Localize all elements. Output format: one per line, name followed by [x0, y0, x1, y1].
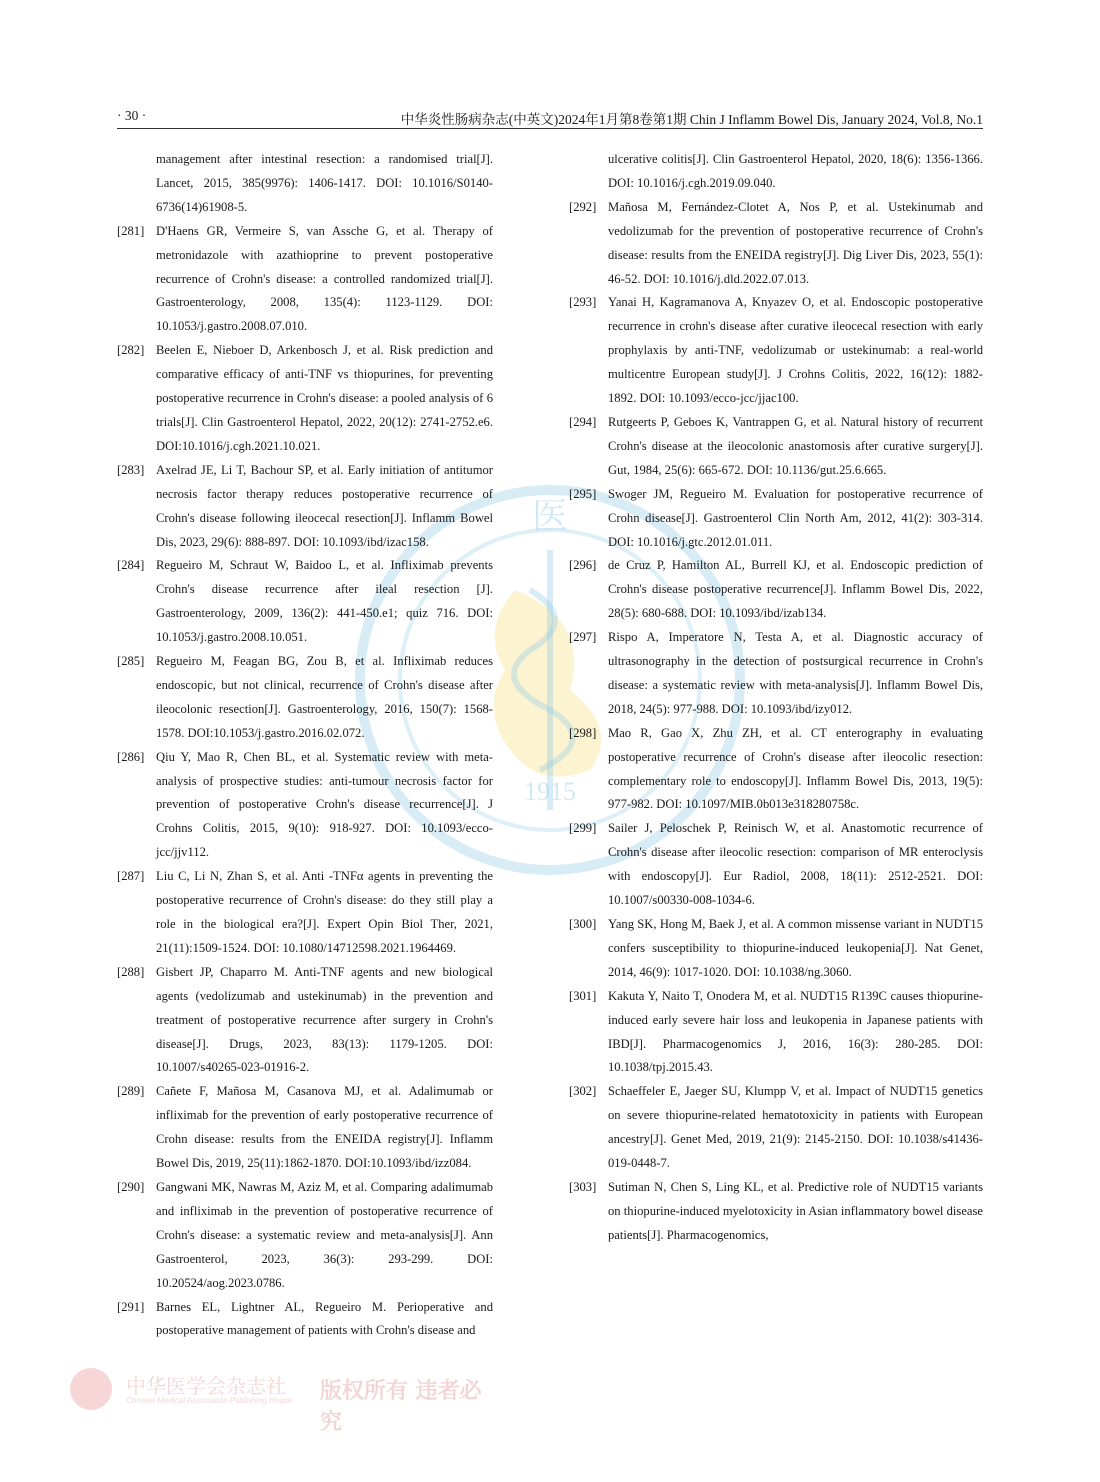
reference-text: Sailer J, Peloschek P, Reinisch W, et al. Anastomotic recurrence of Crohn's disease after ileocolic resection: comparison of MR enteroclysis with endoscopy[J]. Eur Radiol, 2008, 18(11): 2512-2521. DOI: 10.1007/s00330-008-1034-6. [608, 821, 983, 908]
reference-text: Regueiro M, Schraut W, Baidoo L, et al. Infliximab prevents Crohn's disease recurrence after ileal resection [J]. Gastroenterology, 2009, 136(2): 441-450.e1; quiz 716. DOI: 10.1053/j.gastro.2008.10.051. [156, 558, 493, 645]
publisher-name-en: Chinese Medical Association Publishing House [126, 1396, 293, 1405]
reference-item [569, 913, 983, 985]
reference-item [117, 220, 493, 340]
reference-number: [288] [117, 964, 145, 979]
publisher-name-cn: 中华医学会杂志社 [126, 1374, 286, 1398]
reference-text: Kakuta Y, Naito T, Onodera M, et al. NUDT15 R139C causes thiopurine-induced early severe hair loss and leukopenia in Japanese patients with IBD[J]. Pharmacogenomics J, 2016, 16(3): 280-285. DOI: 10.1038/tpj.2015.43. [608, 988, 983, 1075]
reference-number: [283] [117, 462, 145, 477]
reference-text: Schaeffeler E, Jaeger SU, Klumpp V, et al. Impact of NUDT15 genetics on severe thiopurine-related hematotoxicity in patients with European ancestry[J]. Genet Med, 2019, 21(9): 2145-2150. DOI: 10.1038/s41436-019-0448-7. [608, 1084, 983, 1171]
reference-number: [303] [569, 1179, 597, 1194]
reference-item [569, 985, 983, 1081]
reference-item [117, 459, 493, 555]
reference-item [117, 554, 493, 650]
page-number: · 30 · [117, 108, 147, 123]
journal-citation-line: 中华炎性肠病杂志(中英文)2024年1月第8卷第1期 Chin J Inflamm Bowel Dis, January 2024, Vol.8, No.1 [400, 112, 983, 127]
reference-text: Rutgeerts P, Geboes K, Vantrappen G, et al. Natural history of recurrent Crohn's disease at the ileocolonic anastomosis after curative surgery[J]. Gut, 1984, 25(6): 665-672. DOI: 10.1136/gut.25.6.665. [608, 414, 983, 477]
reference-item [569, 554, 983, 626]
reference-item [117, 1296, 493, 1344]
reference-number: [292] [569, 199, 597, 214]
reference-number: [289] [117, 1084, 145, 1099]
right-column [569, 148, 983, 1248]
reference-number: [291] [117, 1299, 145, 1314]
reference-item [569, 483, 983, 555]
reference-number: [301] [569, 988, 597, 1003]
reference-text: Sutiman N, Chen S, Ling KL, et al. Predictive role of NUDT15 variants on thiopurine-induced myelotoxicity in Asian inflammatory bowel disease patients[J]. Pharmacogenomics, [608, 1179, 983, 1242]
reference-number: [290] [117, 1179, 145, 1194]
reference-number: [281] [117, 223, 145, 238]
watermark-char: 医 [531, 496, 569, 537]
reference-number: [282] [117, 343, 145, 358]
publisher-logo [70, 1368, 490, 1435]
reference-text: de Cruz P, Hamilton AL, Burrell KJ, et al. Endoscopic prediction of Crohn's disease postoperative recurrence[J]. Inflamm Bowel Dis, 2022, 28(5): 680-688. DOI: 10.1093/ibd/izab134. [608, 558, 983, 621]
reference-number: [287] [117, 869, 145, 884]
reference-text: Gangwani MK, Nawras M, Aziz M, et al. Comparing adalimumab and infliximab in the prevention of postoperative recurrence of Crohn's disease: a systematic review and meta-analysis[J]. Ann Gastroenterol, 2023, 36(3): 293-299. DOI: 10.20524/aog.2023.0786. [156, 1179, 493, 1290]
reference-item [117, 746, 493, 866]
reference-number: [293] [569, 295, 597, 310]
reference-item [569, 1080, 983, 1176]
reference-text: Axelrad JE, Li T, Bachour SP, et al. Early initiation of antitumor necrosis factor therapy reduces postoperative recurrence of Crohn's disease following ileocecal resection[J]. Inflamm Bowel Dis, 2023, 29(6): 888-897. DOI: 10.1093/ibd/izac158. [156, 462, 493, 549]
reference-item [569, 291, 983, 411]
reference-number: [286] [117, 749, 145, 764]
reference-number: [297] [569, 630, 597, 645]
reference-text: Swoger JM, Regueiro M. Evaluation for postoperative recurrence of Crohn disease[J]. Gastroenterol Clin North Am, 2012, 41(2): 303-314. DOI: 10.1016/j.gtc.2012.01.011. [608, 486, 983, 549]
reference-number: [298] [569, 725, 597, 740]
reference-item [569, 1176, 983, 1248]
reference-text: Cañete F, Mañosa M, Casanova MJ, et al. Adalimumab or infliximab for the prevention of early postoperative recurrence of Crohn disease: results from the ENEIDA registry[J]. Inflamm Bowel Dis, 2019, 25(11):1862-1870. DOI:10.1093/ibd/izz084. [156, 1084, 493, 1171]
reference-item [117, 865, 493, 961]
reference-text: Rispo A, Imperatore N, Testa A, et al. Diagnostic accuracy of ultrasonography in the detection of postsurgical recurrence in Crohn's disease: a systematic review with meta-analysis[J]. Inflamm Bowel Dis, 2018, 24(5): 977-988. DOI: 10.1093/ibd/izy012. [608, 630, 983, 716]
watermark-year: 1915 [524, 777, 576, 806]
reference-item [117, 961, 493, 1081]
reference-item [569, 817, 983, 913]
reference-text: Yang SK, Hong M, Baek J, et al. A common missense variant in NUDT15 confers susceptibility to thiopurine-induced leukopenia[J]. Nat Genet, 2014, 46(9): 1017-1020. DOI: 10.1038/ng.3060. [608, 917, 983, 979]
reference-continuation: management after intestinal resection: a randomised trial[J]. Lancet, 2015, 385(9976): 1406-1417. DOI: 10.1016/S0140-6736(14)61908-5. [156, 152, 493, 214]
reference-text: Qiu Y, Mao R, Chen BL, et al. Systematic review with meta-analysis of prospective studies: anti-tumour necrosis factor for prevention of postoperative Crohn's disease recurrence[J]. J Crohns Colitis, 2015, 9(10): 918-927. DOI: 10.1093/ecco-jcc/jjv112. [156, 749, 493, 860]
reference-number: [296] [569, 558, 597, 573]
reference-number: [294] [569, 414, 597, 429]
left-column [117, 148, 493, 1343]
reference-text: D'Haens GR, Vermeire S, van Assche G, et al. Therapy of metronidazole with azathioprine to prevent postoperative recurrence of Crohn's disease: a controlled randomized trial[J]. Gastroenterology, 2008, 135(4): 1123-1129. DOI: 10.1053/j.gastro.2008.07.010. [156, 223, 493, 334]
copyright-notice: 版权所有 违者必究 [320, 1379, 482, 1435]
reference-item [117, 1080, 493, 1176]
reference-text: Regueiro M, Feagan BG, Zou B, et al. Infliximab reduces endoscopic, but not clinical, recurrence of Crohn's disease after ileocolonic resection[J]. Gastroenterology, 2016, 150(7): 1568-1578. DOI:10.1053/j.gastro.2016.02.072. [156, 654, 493, 740]
reference-number: [299] [569, 821, 597, 836]
reference-item [569, 626, 983, 722]
reference-text: Beelen E, Nieboer D, Arkenbosch J, et al. Risk prediction and comparative efficacy of anti-TNF vs thiopurines, for preventing postoperative recurrence in Crohn's disease: a pooled analysis of 6 trials[J]. Clin Gastroenterol Hepatol, 2022, 20(12): 2741-2752.e6. DOI:10.1016/j.cgh.2021.10.021. [156, 343, 493, 453]
running-header [117, 106, 983, 129]
reference-text: Yanai H, Kagramanova A, Knyazev O, et al. Endoscopic postoperative recurrence in crohn's disease after curative ileocecal resection with early prophylaxis by anti-TNF, vedolizumab or ustekinumab: a real-world multicentre European study[J]. J Crohns Colitis, 2022, 16(12): 1882-1892. DOI: 10.1093/ecco-jcc/jjac100. [608, 295, 983, 406]
reference-text: Liu C, Li N, Zhan S, et al. Anti -TNFα agents in preventing the postoperative recurrence of Crohn's disease: do they still play a role in the biological era?[J]. Expert Opin Biol Ther, 2021, 21(11):1509-1524. DOI: 10.1080/14712598.2021.1964469. [156, 869, 493, 955]
reference-text: Mao R, Gao X, Zhu ZH, et al. CT enterography in evaluating postoperative recurrence of Crohn's disease after ileocolic resection: complementary role to endoscopy[J]. Inflamm Bowel Dis, 2013, 19(5): 977-982. DOI: 10.1097/MIB.0b013e318280758c. [608, 725, 983, 812]
reference-text: Mañosa M, Fernández-Clotet A, Nos P, et al. Ustekinumab and vedolizumab for the prevention of postoperative recurrence of Crohn's disease: results from the ENEIDA registry[J]. Dig Liver Dis, 2023, 55(1): 46-52. DOI: 10.1016/j.dld.2022.07.013. [608, 199, 983, 286]
reference-item [117, 1176, 493, 1296]
reference-item [569, 722, 983, 818]
reference-number: [295] [569, 486, 597, 501]
reference-number: [302] [569, 1084, 597, 1099]
reference-continuation: ulcerative colitis[J]. Clin Gastroenterol Hepatol, 2020, 18(6): 1356-1366. DOI: 10.1016/j.cgh.2019.09.040. [608, 152, 983, 190]
reference-number: [284] [117, 558, 145, 573]
reference-item [569, 196, 983, 292]
reference-number: [300] [569, 917, 597, 931]
reference-item [117, 650, 493, 746]
publisher-seal-icon [70, 1368, 112, 1410]
reference-item [117, 339, 493, 459]
reference-number: [285] [117, 654, 145, 669]
reference-text: Barnes EL, Lightner AL, Regueiro M. Perioperative and postoperative management of patients with Crohn's disease and [156, 1299, 493, 1338]
reference-item [569, 411, 983, 483]
reference-text: Gisbert JP, Chaparro M. Anti-TNF agents and new biological agents (vedolizumab and ustekinumab) in the prevention and treatment of postoperative recurrence after surgery in Crohn's disease[J]. Drugs, 2023, 83(13): 1179-1205. DOI: 10.1007/s40265-023-01916-2. [156, 964, 493, 1075]
